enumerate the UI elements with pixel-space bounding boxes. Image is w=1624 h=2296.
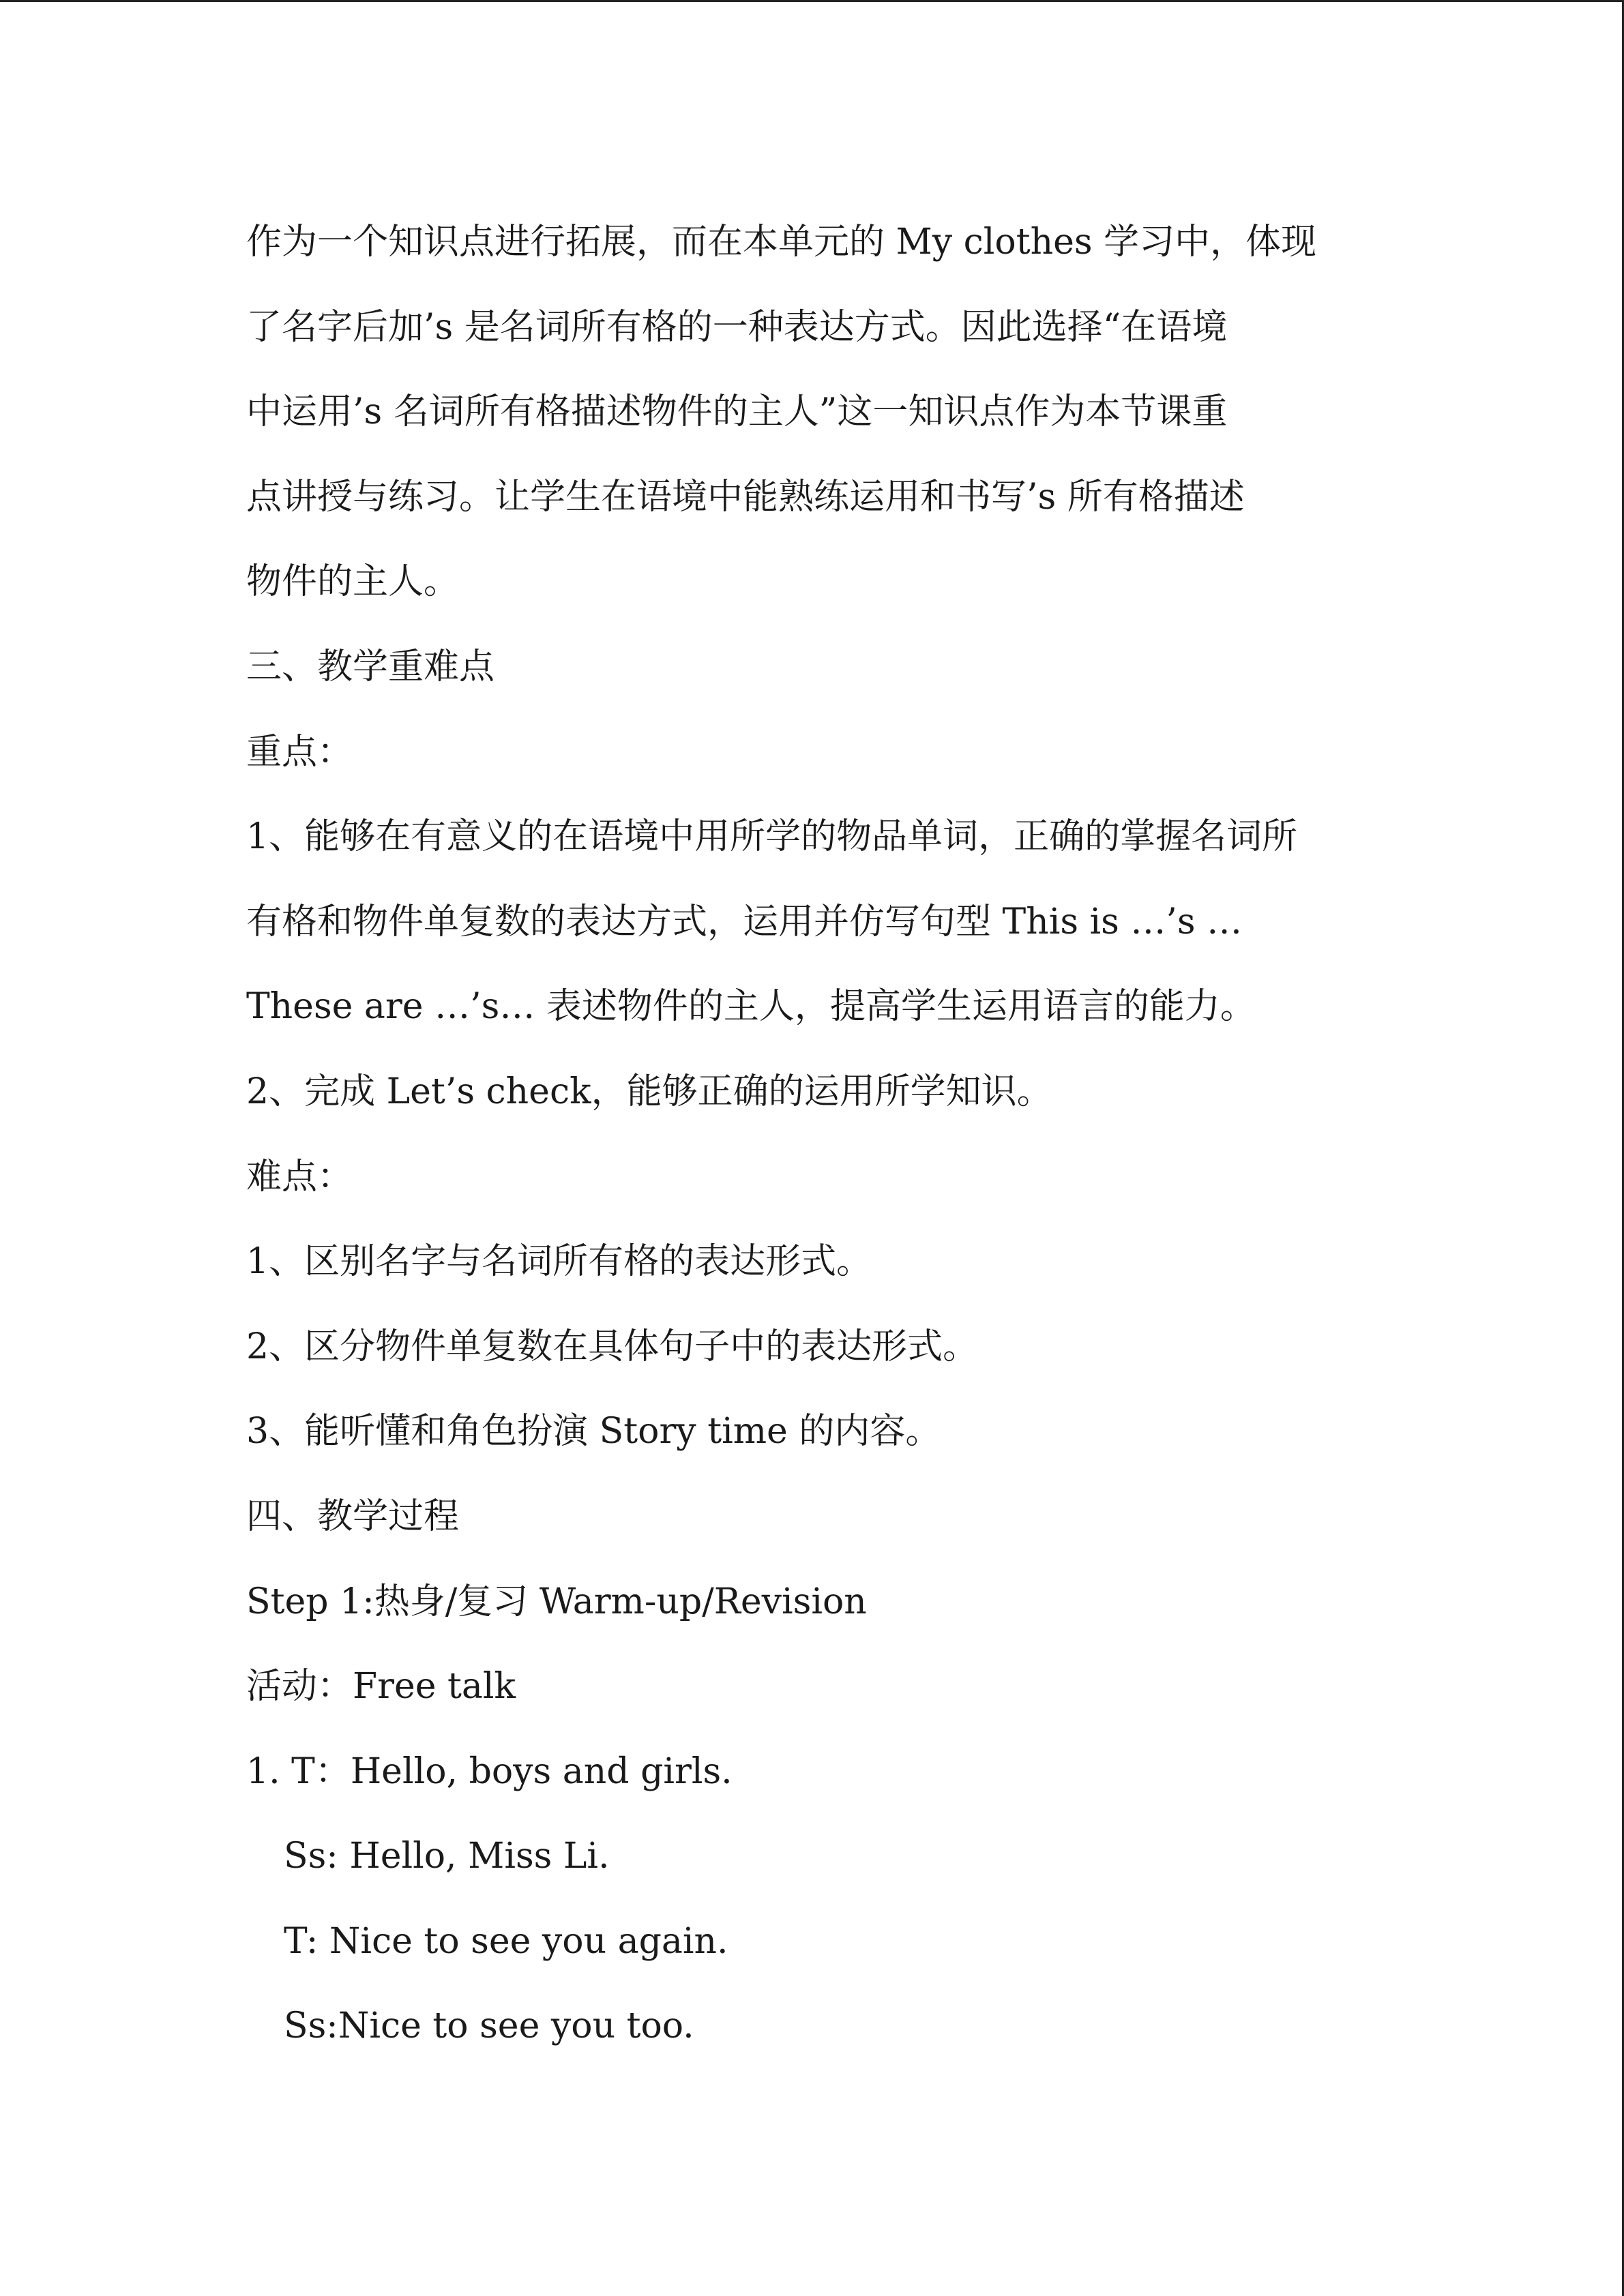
- list-item-continued: These are …’s… 表述物件的主人，提高学生运用语言的能力。: [246, 986, 1256, 1028]
- dialogue-line: Ss:Nice to see you too.: [284, 2006, 694, 2047]
- paragraph-line: 中运用’s 名词所有格描述物件的主人”这一知识点作为本节课重: [246, 391, 1228, 433]
- dialogue-line: T: Nice to see you again.: [284, 1920, 728, 1962]
- list-item: 1、区别名字与名词所有格的表达形式。: [246, 1241, 872, 1283]
- document-body: [246, 200, 1378, 2069]
- paragraph-line: 点讲授与练习。让学生在语境中能熟练运用和书写’s 所有格描述: [246, 476, 1245, 518]
- dialogue-line: Ss: Hello, Miss Li.: [284, 1836, 610, 1877]
- list-item: 2、完成 Let’s check，能够正确的运用所学知识。: [246, 1071, 1052, 1112]
- paragraph-line: 物件的主人。: [246, 561, 460, 603]
- list-item-continued: 有格和物件单复数的表达方式，运用并仿写句型 This is …’s …: [246, 901, 1243, 942]
- step-heading: Step 1:热身/复习 Warm-up/Revision: [246, 1581, 867, 1622]
- subheading-key-points: 重点：: [246, 731, 353, 773]
- paragraph-line: 了名字后加’s 是名词所有格的一种表达方式。因此选择“在语境: [246, 306, 1228, 348]
- list-item: 1、能够在有意义的在语境中用所学的物品单词，正确的掌握名词所: [246, 816, 1298, 858]
- list-item: 2、区分物件单复数在具体句子中的表达形式。: [246, 1326, 979, 1367]
- section-heading-teaching-process: 四、教学过程: [246, 1495, 460, 1537]
- list-item: 3、能听懂和角色扮演 Story time 的内容。: [246, 1411, 941, 1452]
- paragraph-line: 作为一个知识点进行拓展，而在本单元的 My clothes 学习中，体现: [246, 222, 1317, 263]
- dialogue-line: 1. T：Hello, boys and girls.: [246, 1750, 733, 1792]
- section-heading-teaching-focus: 三、教学重难点: [246, 646, 495, 687]
- activity-label: 活动：Free talk: [246, 1666, 516, 1708]
- subheading-difficult-points: 难点：: [246, 1156, 353, 1197]
